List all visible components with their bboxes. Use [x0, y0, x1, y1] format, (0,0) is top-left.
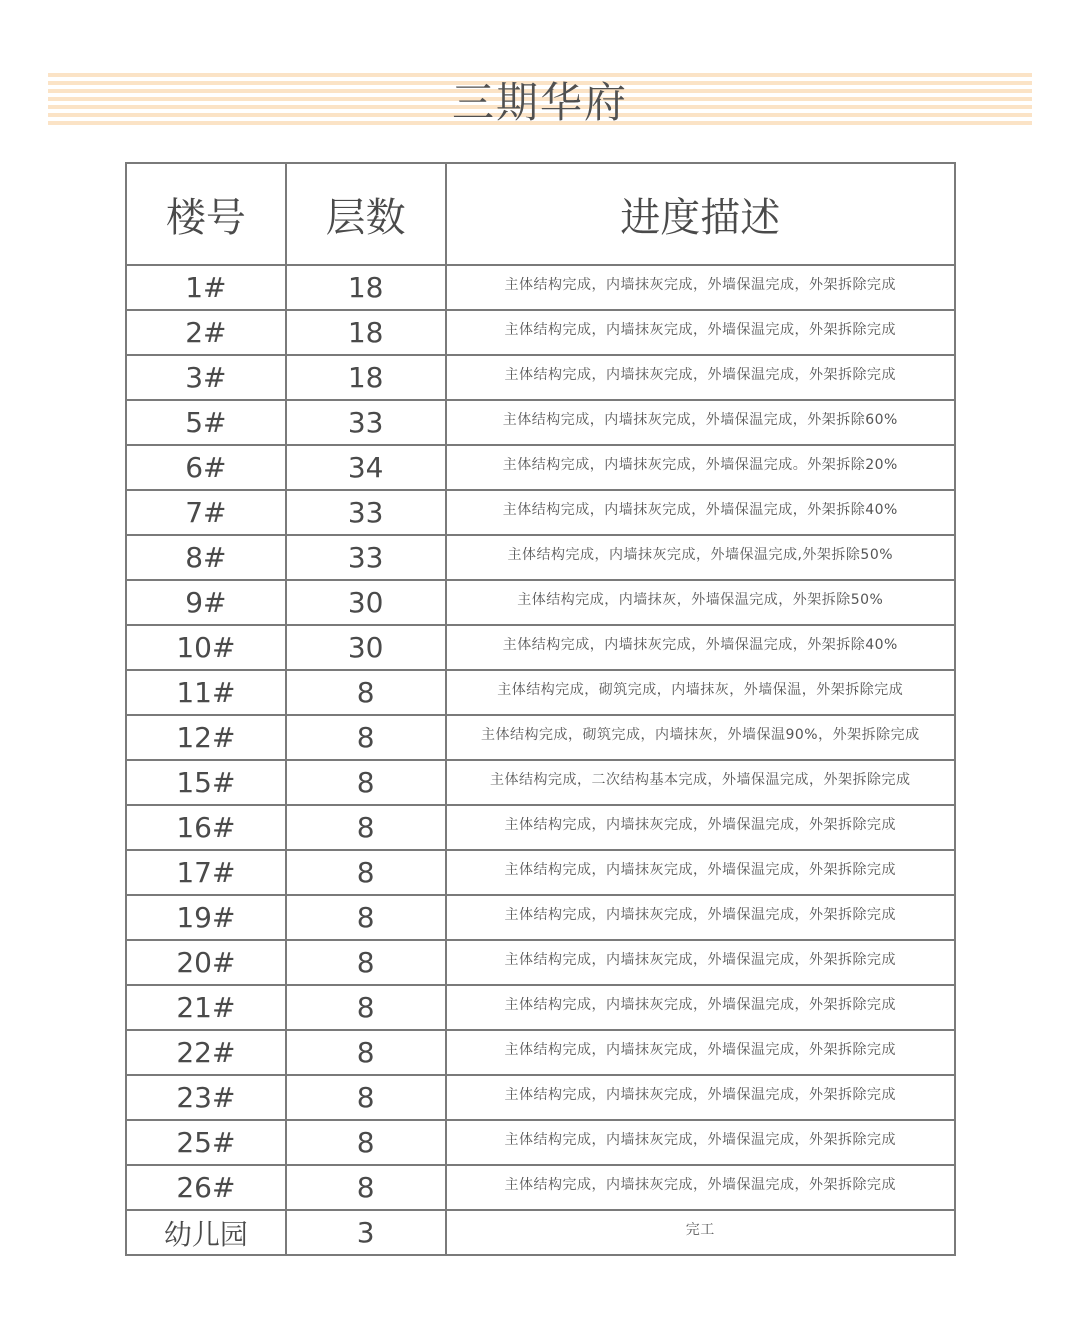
building-cell: 16#	[126, 805, 286, 850]
description-cell: 主体结构完成，内墙抹灰完成，外墙保温完成，外架拆除40%	[446, 625, 955, 670]
page-title: 三期华府	[451, 78, 628, 127]
progress-table	[125, 162, 956, 1256]
description-cell: 主体结构完成，内墙抹灰完成，外墙保温完成，外架拆除完成	[446, 940, 955, 985]
floors-cell: 8	[286, 850, 446, 895]
building-cell: 9#	[126, 580, 286, 625]
building-cell: 20#	[126, 940, 286, 985]
table-row	[126, 940, 955, 985]
table-row	[126, 490, 955, 535]
table-row	[126, 760, 955, 805]
floors-cell: 8	[286, 670, 446, 715]
floors-cell: 8	[286, 985, 446, 1030]
floors-cell: 8	[286, 1075, 446, 1120]
floors-cell: 18	[286, 265, 446, 310]
description-cell: 主体结构完成，砌筑完成，内墙抹灰，外墙保温，外架拆除完成	[446, 670, 955, 715]
table-row	[126, 850, 955, 895]
description-cell: 主体结构完成，内墙抹灰，外墙保温完成，外架拆除50%	[446, 580, 955, 625]
table-row	[126, 1120, 955, 1165]
building-cell: 2#	[126, 310, 286, 355]
floors-cell: 8	[286, 805, 446, 850]
building-cell: 5#	[126, 400, 286, 445]
building-cell: 23#	[126, 1075, 286, 1120]
floors-cell: 8	[286, 895, 446, 940]
table-row	[126, 355, 955, 400]
description-cell: 主体结构完成，二次结构基本完成，外墙保温完成，外架拆除完成	[446, 760, 955, 805]
description-cell: 主体结构完成，内墙抹灰完成，外墙保温完成，外架拆除完成	[446, 850, 955, 895]
table-row	[126, 445, 955, 490]
building-cell: 幼儿园	[126, 1210, 286, 1255]
building-cell: 7#	[126, 490, 286, 535]
description-cell: 主体结构完成，内墙抹灰完成，外墙保温完成，外架拆除40%	[446, 490, 955, 535]
floors-cell: 8	[286, 760, 446, 805]
description-cell: 主体结构完成，内墙抹灰完成，外墙保温完成，外架拆除完成	[446, 1165, 955, 1210]
building-cell: 17#	[126, 850, 286, 895]
table-row	[126, 310, 955, 355]
table-row	[126, 670, 955, 715]
header-description: 进度描述	[446, 163, 955, 265]
description-cell: 主体结构完成，砌筑完成，内墙抹灰，外墙保温90%，外架拆除完成	[446, 715, 955, 760]
building-cell: 26#	[126, 1165, 286, 1210]
floors-cell: 30	[286, 580, 446, 625]
building-cell: 22#	[126, 1030, 286, 1075]
floors-cell: 3	[286, 1210, 446, 1255]
table-row	[126, 1210, 955, 1255]
header-floors: 层数	[286, 163, 446, 265]
floors-cell: 8	[286, 1030, 446, 1075]
description-cell: 主体结构完成，内墙抹灰完成，外墙保温完成，外架拆除完成	[446, 1075, 955, 1120]
table-header-row	[126, 163, 955, 265]
building-cell: 11#	[126, 670, 286, 715]
table-row	[126, 580, 955, 625]
floors-cell: 33	[286, 490, 446, 535]
description-cell: 主体结构完成，内墙抹灰完成，外墙保温完成，外架拆除完成	[446, 310, 955, 355]
description-cell: 主体结构完成，内墙抹灰完成，外墙保温完成，外架拆除完成	[446, 895, 955, 940]
description-cell: 主体结构完成，内墙抹灰完成，外墙保温完成,外架拆除50%	[446, 535, 955, 580]
floors-cell: 8	[286, 1120, 446, 1165]
floors-cell: 33	[286, 400, 446, 445]
building-cell: 12#	[126, 715, 286, 760]
building-cell: 25#	[126, 1120, 286, 1165]
description-cell: 完工	[446, 1210, 955, 1255]
description-cell: 主体结构完成，内墙抹灰完成，外墙保温完成，外架拆除完成	[446, 805, 955, 850]
description-cell: 主体结构完成，内墙抹灰完成，外墙保温完成，外架拆除完成	[446, 1120, 955, 1165]
floors-cell: 30	[286, 625, 446, 670]
building-cell: 3#	[126, 355, 286, 400]
table-row	[126, 895, 955, 940]
building-cell: 21#	[126, 985, 286, 1030]
building-cell: 15#	[126, 760, 286, 805]
table-row	[126, 535, 955, 580]
floors-cell: 18	[286, 355, 446, 400]
description-cell: 主体结构完成，内墙抹灰完成，外墙保温完成，外架拆除60%	[446, 400, 955, 445]
table-row	[126, 265, 955, 310]
floors-cell: 8	[286, 940, 446, 985]
building-cell: 1#	[126, 265, 286, 310]
floors-cell: 8	[286, 715, 446, 760]
table-row	[126, 1165, 955, 1210]
table-body	[126, 265, 955, 1255]
table-row	[126, 1030, 955, 1075]
description-cell: 主体结构完成，内墙抹灰完成，外墙保温完成，外架拆除完成	[446, 1030, 955, 1075]
table-row	[126, 1075, 955, 1120]
building-cell: 8#	[126, 535, 286, 580]
building-cell: 19#	[126, 895, 286, 940]
header-building: 楼号	[126, 163, 286, 265]
floors-cell: 34	[286, 445, 446, 490]
table-row	[126, 400, 955, 445]
table-row	[126, 715, 955, 760]
table-row	[126, 985, 955, 1030]
building-cell: 10#	[126, 625, 286, 670]
description-cell: 主体结构完成，内墙抹灰完成，外墙保温完成。外架拆除20%	[446, 445, 955, 490]
floors-cell: 33	[286, 535, 446, 580]
table-row	[126, 625, 955, 670]
description-cell: 主体结构完成，内墙抹灰完成，外墙保温完成，外架拆除完成	[446, 985, 955, 1030]
floors-cell: 8	[286, 1165, 446, 1210]
floors-cell: 18	[286, 310, 446, 355]
description-cell: 主体结构完成，内墙抹灰完成，外墙保温完成，外架拆除完成	[446, 355, 955, 400]
building-cell: 6#	[126, 445, 286, 490]
table-row	[126, 805, 955, 850]
description-cell: 主体结构完成，内墙抹灰完成，外墙保温完成，外架拆除完成	[446, 265, 955, 310]
